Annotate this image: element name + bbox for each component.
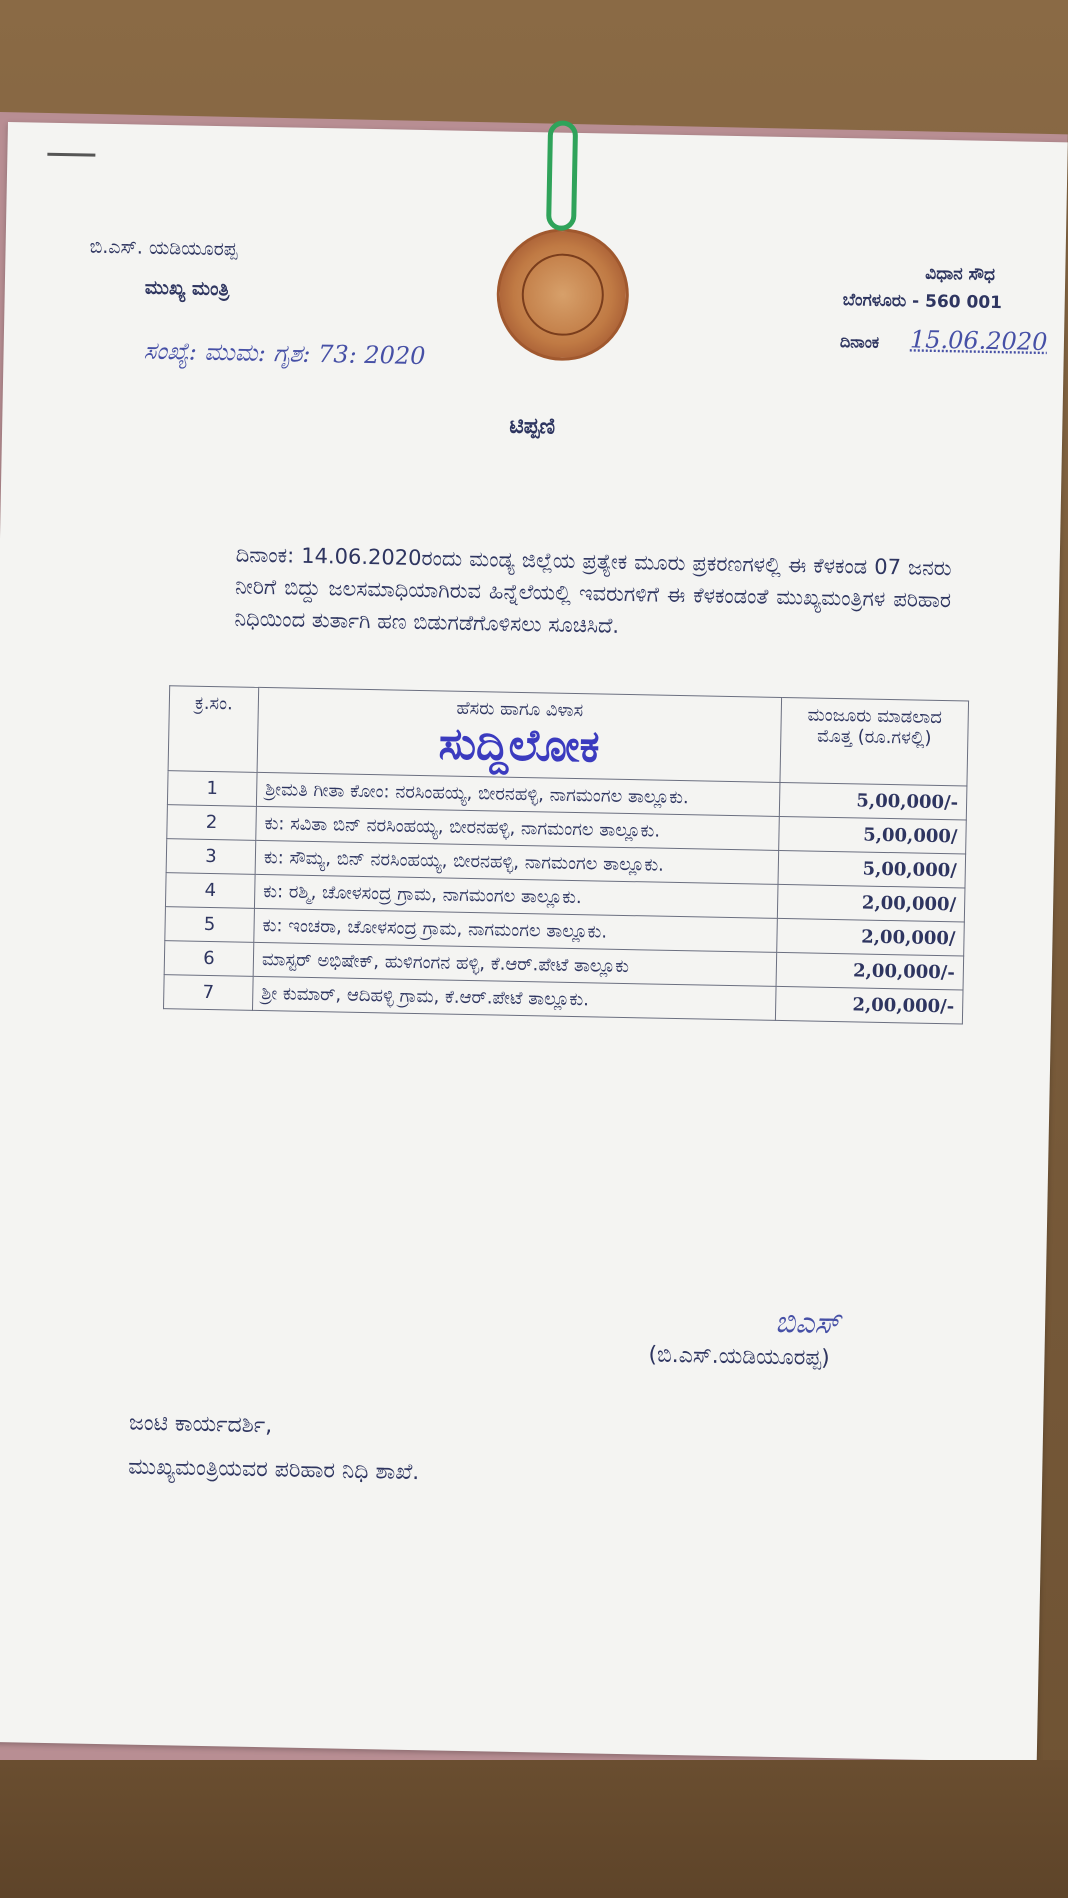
reference-number: ಸಂಖ್ಯೆ: ಮುಮ: ಗೃಶ: 73: 2020	[143, 336, 426, 371]
signature: ಬಿಎಸ್	[774, 1304, 841, 1342]
row-amount: 5,00,000/	[779, 816, 967, 854]
row-serial: 2	[167, 805, 257, 841]
row-serial: 7	[164, 975, 254, 1011]
row-name: ಕು: ಇಂಚರಾ, ಚೋಳಸಂದ್ರ ಗ್ರಾಮ, ನಾಗಮಂಗಲ ತಾಲ್ಲೂಕು.	[254, 908, 778, 952]
row-serial: 4	[165, 873, 255, 909]
row-name: ಶ್ರೀ ಕುಮಾರ್, ಆದಿಹಳ್ಳಿ ಗ್ರಾಮ, ಕೆ.ಆರ್.ಪೇಟೆ ತಾಲ್ಲೂಕು.	[252, 976, 776, 1020]
row-serial: 5	[165, 907, 255, 943]
row-amount: 5,00,000/-	[779, 782, 967, 820]
sender-name: ಬಿ.ಎಸ್. ಯಡಿಯೂರಪ್ಪ	[89, 235, 238, 261]
row-amount: 2,00,000/	[777, 918, 965, 956]
government-seal	[496, 227, 631, 362]
row-amount: 2,00,000/	[777, 884, 965, 922]
header-name-address	[257, 687, 782, 782]
header-serial: ಕ್ರ.ಸಂ.	[168, 686, 259, 773]
page-title: ಟಿಪ್ಪಣಿ	[509, 413, 556, 440]
row-name: ಕು: ರಶ್ಮಿ, ಚೋಳಸಂದ್ರ ಗ್ರಾಮ, ನಾಗಮಂಗಲ ತಾಲ್ಲೂಕು.	[254, 874, 778, 918]
row-name: ಕು: ಸೌಮ್ಯ, ಬಿನ್ ನರಸಿಂಹಯ್ಯ, ಬೀರನಹಳ್ಳಿ, ನಾಗಮಂಗಲ ತಾಲ್ಲೂಕು.	[255, 840, 779, 884]
watermark-text: ಸುದ್ದಿಲೋಕ	[438, 718, 600, 773]
paper-clip-icon	[546, 120, 578, 231]
row-name: ಶ್ರೀಮತಿ ಗೀತಾ ಕೋಂ: ನರಸಿಂಹಯ್ಯ, ಬೀರನಹಳ್ಳಿ, ನಾಗಮಂಗಲ ತಾಲ್ಲೂಕು.	[256, 772, 780, 816]
desk-surface	[0, 1760, 1068, 1898]
office-city: ಬೆಂಗಳೂರು - 560 001	[842, 290, 1003, 314]
signatory-name: (ಬಿ.ಎಸ್.ಯಡಿಯೂರಪ್ಪ)	[648, 1342, 830, 1372]
sender-designation: ಮುಖ್ಯ ಮಂತ್ರಿ	[144, 276, 230, 301]
header-amount: ಮಂಜೂರು ಮಾಡಲಾದ ಮೊತ್ತ (ರೂ.ಗಳಲ್ಲಿ)	[780, 697, 969, 786]
row-amount: 5,00,000/	[778, 850, 966, 888]
addressee-line1: ಜಂಟಿ ಕಾರ್ಯದರ್ಶಿ,	[128, 1410, 273, 1439]
row-amount: 2,00,000/-	[775, 986, 963, 1024]
body-paragraph: ದಿನಾಂಕ: 14.06.2020ರಂದು ಮಂಡ್ಯ ಜಿಲ್ಲೆಯ ಪ್ರತ್ಯೇಕ ಮೂರು ಪ್ರಕರಣಗಳಲ್ಲಿ ಈ ಕೆಳಕಂಡ 07 ಜನರು ನೀರಿಗೆ ಬಿದ್ದು ಜಲಸಮಾಧಿಯಾಗಿರುವ ಹಿನ್ನೆಲೆಯಲ್ಲಿ ಇವರುಗಳಿಗೆ ಈ ಕೆಳಕಂಡಂತೆ ಮುಖ್ಯಮಂತ್ರಿಗಳ ಪರಿಹಾರ ನಿಧಿಯಿಂದ ತುರ್ತಾಗಿ ಹಣ ಬಿಡುಗಡೆಗೊಳಿಸಲು ಸೂಚಿಸಿದೆ.	[234, 542, 952, 638]
row-amount: 2,00,000/-	[776, 952, 964, 990]
row-serial: 6	[164, 941, 254, 977]
date-label: ದಿನಾಂಕ	[839, 332, 880, 352]
row-name: ಮಾಸ್ಟರ್ ಅಭಿಷೇಕ್, ಹುಳಿಗಂಗನ ಹಳ್ಳಿ, ಕೆ.ಆರ್.ಪೇಟೆ ತಾಲ್ಲೂಕು	[253, 942, 777, 986]
date-value: 15.06.2020	[909, 325, 1048, 356]
addressee-line2: ಮುಖ್ಯಮಂತ್ರಿಯವರ ಪರಿಹಾರ ನಿಧಿ ಶಾಖೆ.	[127, 1454, 420, 1486]
pencil-mark	[47, 153, 95, 157]
row-name: ಕು: ಸವಿತಾ ಬಿನ್ ನರಸಿಂಹಯ್ಯ, ಬೀರನಹಳ್ಳಿ, ನಾಗಮಂಗಲ ತಾಲ್ಲೂಕು.	[256, 806, 780, 850]
beneficiary-table	[163, 685, 969, 1024]
office-name: ವಿಧಾನ ಸೌಧ	[925, 263, 996, 285]
header-name-address-label: ಹೆಸರು ಹಾಗೂ ವಿಳಾಸ	[456, 697, 584, 722]
row-serial: 3	[166, 839, 256, 875]
row-serial: 1	[167, 771, 257, 807]
table-header-row	[168, 686, 968, 786]
letter-paper	[0, 122, 1068, 1762]
